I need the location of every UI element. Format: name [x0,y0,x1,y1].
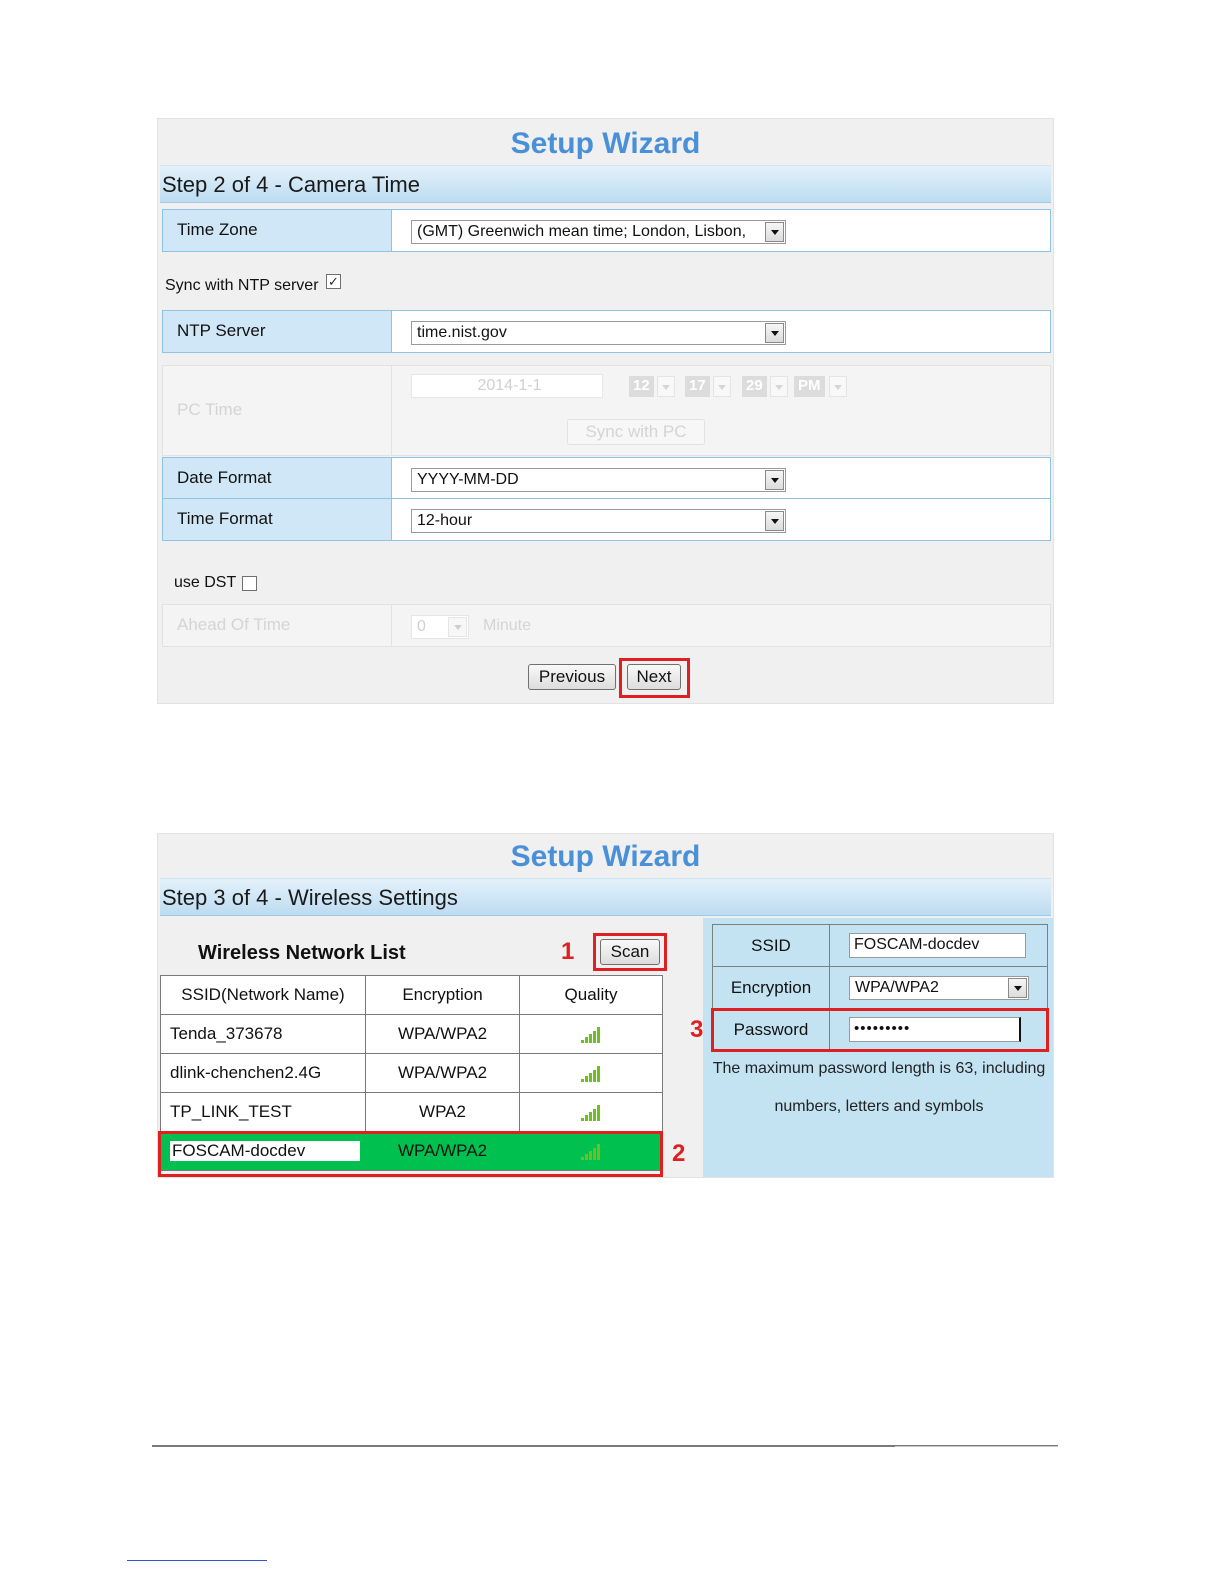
ssid-input[interactable]: FOSCAM-docdev [849,933,1026,958]
ntp-server-value: time.nist.gov [417,324,507,341]
wireless-list-title: Wireless Network List [198,942,406,964]
wizard-title: Setup Wizard [510,127,701,160]
pc-second[interactable]: 29 [742,376,767,397]
footer-rule-light [895,1446,1058,1447]
date-format-select[interactable] [411,468,786,492]
scan-button[interactable]: Scan [600,939,660,965]
chevron-down-icon [765,323,784,343]
step-header: Step 2 of 4 - Camera Time [160,165,1051,203]
col-quality: Quality [520,976,663,1015]
sync-ntp-label: Sync with NTP server [165,277,319,294]
encryption-label: Encryption [713,967,830,1009]
password-note-line2: numbers, letters and symbols [774,1098,984,1115]
encryption-select[interactable] [849,976,1029,1000]
time-format-label: Time Format [163,499,392,540]
chevron-down-icon [713,376,731,397]
pc-date-field[interactable]: 2014-1-1 [411,374,603,398]
network-encryption: WPA/WPA2 [366,1132,520,1171]
wizard-title: Setup Wizard [510,840,701,873]
chevron-down-icon [1008,978,1027,998]
network-encryption: WPA/WPA2 [366,1015,520,1054]
pc-minute[interactable]: 17 [685,376,710,397]
ahead-of-time-select[interactable] [411,615,469,639]
ahead-of-time-label: Ahead Of Time [163,605,392,646]
sync-ntp-checkbox[interactable]: ✓ [326,274,341,289]
ahead-of-time-row [162,604,1051,647]
password-highlight-box [711,1008,1049,1052]
table-header [161,976,663,1015]
col-encryption: Encryption [366,976,520,1015]
callout-2: 2 [672,1140,686,1167]
network-encryption: WPA2 [366,1093,520,1132]
time-zone-row [162,209,1051,252]
pc-time-row [162,365,1051,456]
setup-wizard-wireless [157,833,1054,1178]
network-encryption: WPA/WPA2 [366,1054,520,1093]
time-format-row [162,498,1051,541]
ntp-server-row [162,310,1051,353]
password-label: Password [713,1009,830,1051]
selected-network-highlight-box [158,1131,663,1177]
pc-hour[interactable]: 12 [629,376,654,397]
ntp-server-select[interactable] [411,321,786,345]
signal-icon [520,1015,663,1054]
ahead-of-time-unit: Minute [483,617,532,634]
next-highlight-box [619,658,690,698]
footer-link-underline [127,1560,267,1561]
encryption-cell [830,967,1048,1009]
time-format-value: 12-hour [417,512,473,529]
signal-icon [520,1054,663,1093]
callout-3: 3 [690,1016,704,1043]
password-input[interactable]: ••••••••• [849,1017,1021,1042]
signal-icon [520,1093,663,1132]
sync-with-pc-button[interactable]: Sync with PC [567,419,705,445]
pc-time-label: PC Time [163,366,392,455]
setup-wizard-camera-time [157,118,1054,704]
selected-ssid-text: FOSCAM-docdev [170,1141,360,1161]
chevron-down-icon [765,511,784,531]
col-ssid: SSID(Network Name) [161,976,366,1015]
date-format-row [162,457,1051,499]
network-ssid: Tenda_373678 [161,1015,366,1054]
callout-1: 1 [561,938,575,965]
ntp-server-label: NTP Server [163,311,392,352]
previous-button[interactable]: Previous [528,664,616,690]
next-button[interactable]: Next [627,664,681,690]
date-format-label: Date Format [163,458,392,498]
network-ssid: TP_LINK_TEST [161,1093,366,1132]
network-ssid: dlink-chenchen2.4G [161,1054,366,1093]
time-zone-value: (GMT) Greenwich mean time; London, Lisbon, [417,223,747,240]
chevron-down-icon [770,376,788,397]
chevron-down-icon [829,376,847,397]
table-row[interactable] [161,1054,663,1093]
chevron-down-icon [765,222,784,242]
ssid-label: SSID [713,925,830,967]
date-format-value: YYYY-MM-DD [417,471,519,488]
ahead-of-time-value: 0 [417,618,426,635]
scan-highlight-box [593,933,667,971]
step-header: Step 3 of 4 - Wireless Settings [160,878,1051,916]
ssid-cell [830,925,1048,967]
table-row[interactable] [161,1015,663,1054]
chevron-down-icon [448,617,467,637]
pc-ampm[interactable]: PM [794,376,825,397]
table-row[interactable] [161,1093,663,1132]
use-dst-checkbox[interactable] [242,576,257,591]
time-format-select[interactable] [411,509,786,533]
use-dst-label: use DST [174,574,237,591]
time-zone-select[interactable] [411,220,786,244]
time-zone-label: Time Zone [163,210,392,251]
encryption-value: WPA/WPA2 [855,979,939,996]
chevron-down-icon [765,470,784,490]
password-note-line1: The maximum password length is 63, including [712,1060,1046,1077]
chevron-down-icon [657,376,675,397]
